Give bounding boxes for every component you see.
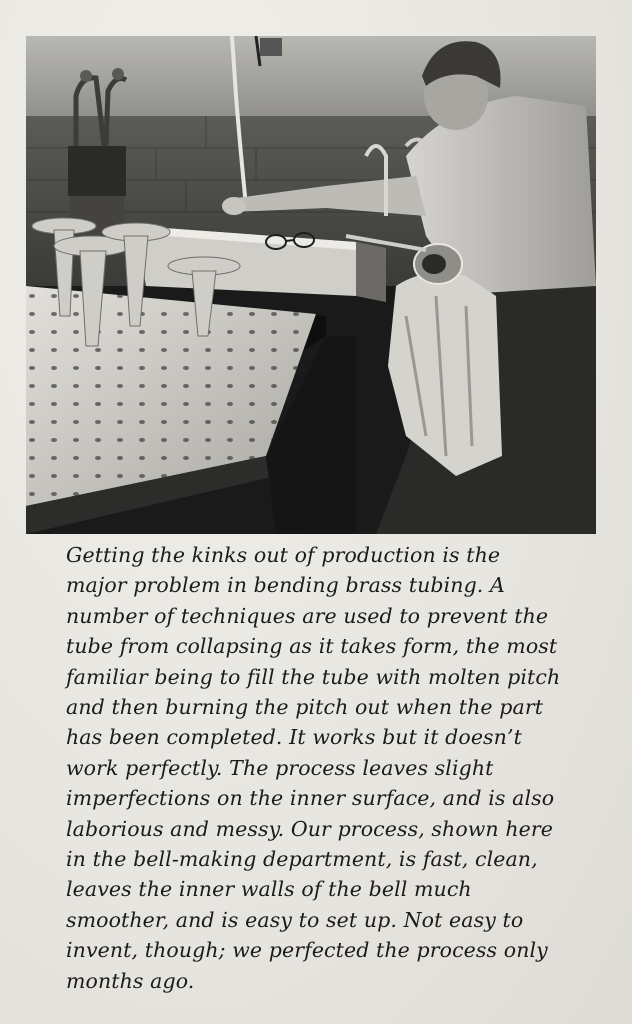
caption-line: months ago. xyxy=(66,968,195,993)
caption-line: has been completed. It works but it doesn’t xyxy=(66,725,522,750)
caption-line: in the bell-making department, is fast, clean, xyxy=(66,847,538,872)
caption-line: and then burning the pitch out when the part xyxy=(66,695,544,720)
caption-line: leaves the inner walls of the bell much xyxy=(66,877,472,902)
caption-line: tube from collapsing as it takes form, the most xyxy=(66,634,558,659)
workshop-photo xyxy=(26,36,596,534)
caption-line: smoother, and is easy to set up. Not easy to xyxy=(66,907,524,932)
caption-line: major problem in bending brass tubing. A xyxy=(66,573,505,598)
caption-line: work perfectly. The process leaves slight xyxy=(66,755,494,780)
photo-image-icon xyxy=(26,36,596,534)
caption-line: imperfections on the inner surface, and is also xyxy=(66,786,555,811)
caption-line: Getting the kinks out of production is the xyxy=(66,543,501,567)
photo-caption xyxy=(66,540,596,996)
caption-line: invent, though; we perfected the process only xyxy=(66,938,548,963)
caption-line: number of techniques are used to prevent the xyxy=(66,603,549,628)
caption-line: laborious and messy. Our process, shown here xyxy=(66,816,554,841)
caption-line: familiar being to fill the tube with molten pitch xyxy=(66,664,561,689)
